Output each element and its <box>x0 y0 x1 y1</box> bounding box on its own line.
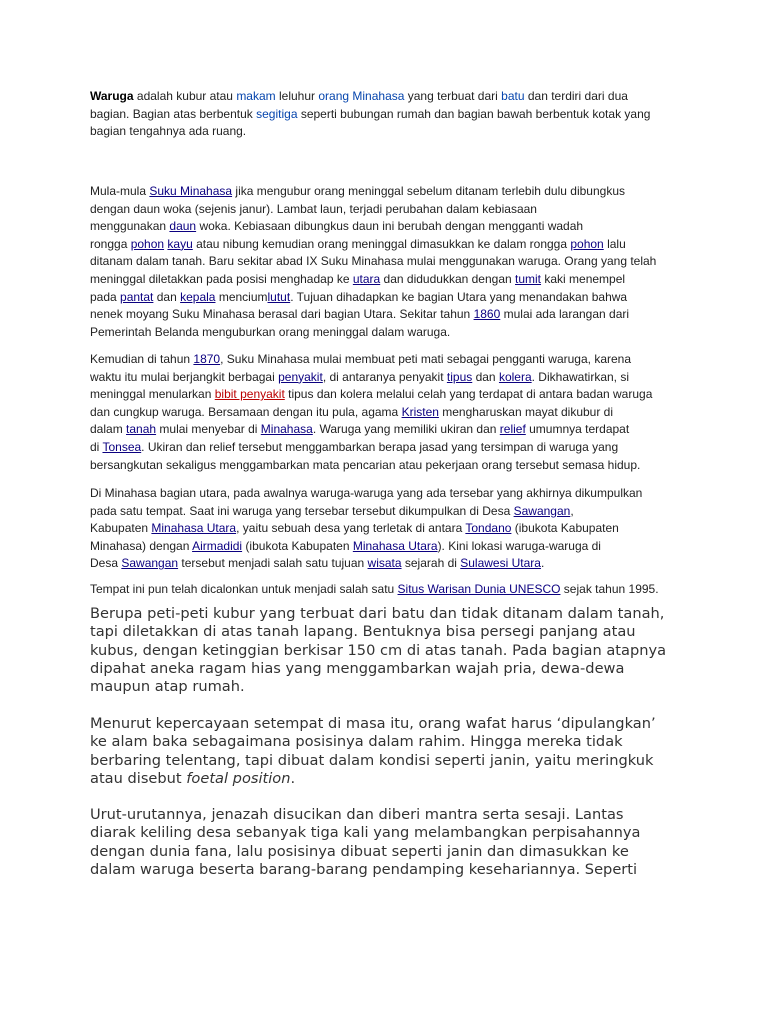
link-minahasa[interactable]: Minahasa <box>260 422 313 437</box>
link-penyakit[interactable]: penyakit <box>278 369 323 384</box>
link-batu[interactable]: batu <box>501 89 525 103</box>
link-minahasa-utara-2[interactable]: Minahasa Utara <box>352 538 438 553</box>
paragraph-location: Di Minahasa bagian utara, pada awalnya waruga-waruga yang ada tersebar yang akhirnya dikumpulkan pada satu tempat. Saat ini waruga yang tersebar tersebut dikumpulkan di Desa Sawangan, Kabupaten Minahasa Utara, yaitu sebuah desa yang terletak di antara Tondano (ibukota Kabupaten Minahasa) dengan Airmadidi (ibukota Kabupaten Minahasa Utara). Kini lokasi waruga-waruga di Desa Sawangan tersebut menjadi salah satu tujuan wisata sejarah di Sulawesi Utara. <box>90 486 643 571</box>
paragraph-unesco: Tempat ini pun telah dicalonkan untuk menjadi salah satu Situs Warisan Dunia UNESCO sejak tahun 1995. <box>90 582 659 596</box>
link-pohon[interactable]: pohon <box>130 236 165 251</box>
link-airmadidi[interactable]: Airmadidi <box>192 538 243 553</box>
link-tondano[interactable]: Tondano <box>465 521 512 536</box>
link-sawangan-2[interactable]: Sawangan <box>121 556 179 571</box>
link-kolera[interactable]: kolera <box>498 369 532 384</box>
link-pantat[interactable]: pantat <box>120 289 154 304</box>
link-utara[interactable]: utara <box>352 271 381 286</box>
link-daun[interactable]: daun <box>169 219 197 234</box>
link-minahasa-utara[interactable]: Minahasa Utara <box>151 521 237 536</box>
link-situs-warisan-dunia-unesco[interactable]: Situs Warisan Dunia UNESCO <box>397 582 561 596</box>
link-pohon-2[interactable]: pohon <box>570 236 604 251</box>
intro-paragraph: Waruga adalah kubur atau makam leluhur orang Minahasa yang terbuat dari batu dan terdiri dari dua bagian. Bagian atas berbentuk segitiga seperti bubungan rumah dan bagian bawah berbentuk kotak yang bagian tengahnya ada ruang. <box>90 89 651 139</box>
link-tonsea[interactable]: Tonsea <box>102 439 142 454</box>
link-lutut[interactable]: lutut <box>267 289 291 304</box>
link-makam[interactable]: makam <box>236 89 276 103</box>
link-sawangan[interactable]: Sawangan <box>513 503 571 518</box>
link-tanah[interactable]: tanah <box>126 422 157 437</box>
link-segitiga[interactable]: segitiga <box>256 106 298 121</box>
paragraph-ritual: Urut-urutannya, jenazah disucikan dan diberi mantra serta sesaji. Lantas diarak keliling desa sebanyak tiga kali yang melambangkan perpisahannya dengan dunia fana, lalu posisinya dibuat seperti janin dan dimasukkan ke dalam waruga beserta barang-barang pendamping kesehariannya. Seperti <box>90 806 641 878</box>
paragraph-belief: Menurut kepercayaan setempat di masa itu, orang wafat harus ‘dipulangkan’ ke alam baka sebagaimana posisinya dalam rahim. Hingga mereka tidak berbaring telentang, tapi dibuat dalam kondisi seperti janin, yaitu meringkuk atau disebut foetal position. <box>90 715 656 787</box>
paragraph-description: Berupa peti-peti kubur yang terbuat dari batu dan tidak ditanam dalam tanah, tapi diletakkan di atas tanah lapang. Bentuknya bisa persegi panjang atau kubus, dengan ketinggian berkisar 150 cm di atas tanah. Pada bagian atapnya dipahat aneka ragam hias yang menggambarkan wajah pria, dewa-dewa maupun atap rumah. <box>90 605 667 696</box>
link-kepala[interactable]: kepala <box>180 289 216 304</box>
link-kayu[interactable]: kayu <box>167 236 193 251</box>
link-sulawesi-utara[interactable]: Sulawesi Utara <box>460 556 541 571</box>
link-tumit[interactable]: tumit <box>515 271 542 286</box>
term-waruga: Waruga <box>90 89 134 103</box>
term-foetal-position: foetal position <box>186 769 291 787</box>
paragraph-history: Mula-mula Suku Minahasa jika mengubur orang meninggal sebelum ditanam terlebih dulu dibungkus dengan daun woka (sejenis janur). Lambat laun, terjadi perubahan dalam kebiasaan menggunakan daun woka. Kebiasaan dibungkus daun ini berubah dengan mengganti wadah rongga pohon kayu atau nibung kemudian orang meninggal dimasukkan ke dalam rongga pohon lalu ditanam dalam tanah. Baru sekitar abad IX Suku Minahasa mulai menggunakan waruga. Orang yang telah meninggal diletakkan pada posisi menghadap ke utara dan didudukkan dengan tumit kaki menempel pada pantat dan kepala menciumlutut. Tujuan dihadapkan ke bagian Utara yang menandakan bahwa nenek moyang Suku Minahasa berasal dari bagian Utara. Sekitar tahun 1860 mulai ada larangan dari Pemerintah Belanda menguburkan orang meninggal dalam waruga. <box>90 184 657 339</box>
paragraph-1870: Kemudian di tahun 1870, Suku Minahasa mulai membuat peti mati sebagai pengganti waruga, karena waktu itu mulai berjangkit berbagai penyakit, di antaranya penyakit tipus dan kolera. Dikhawatirkan, si meninggal menularkan bibit penyakit tipus dan kolera melalui celah yang terdapat di antara badan waruga dan cungkup waruga. Bersamaan dengan itu pula, agama Kristen mengharuskan mayat dikubur di dalam tanah mulai menyebar di Minahasa. Waruga yang memiliki ukiran dan relief umumnya terdapat di Tonsea. Ukiran dan relief tersebut menggambarkan berapa jasad yang tersimpan di waruga yang bersangkutan sekaligus menggambarkan mata pencarian atau pekerjaan orang tersebut semasa hidup. <box>90 352 653 472</box>
link-kristen[interactable]: Kristen <box>401 404 439 419</box>
link-suku-minahasa[interactable]: Suku Minahasa <box>149 184 233 198</box>
link-tipus[interactable]: tipus <box>446 369 473 384</box>
link-orang-minahasa[interactable]: orang Minahasa <box>318 89 405 103</box>
link-wisata[interactable]: wisata <box>367 556 402 571</box>
link-bibit-penyakit[interactable]: bibit penyakit <box>214 387 285 402</box>
link-relief[interactable]: relief <box>499 422 526 437</box>
link-1870[interactable]: 1870 <box>193 352 221 366</box>
link-1860[interactable]: 1860 <box>473 307 501 322</box>
